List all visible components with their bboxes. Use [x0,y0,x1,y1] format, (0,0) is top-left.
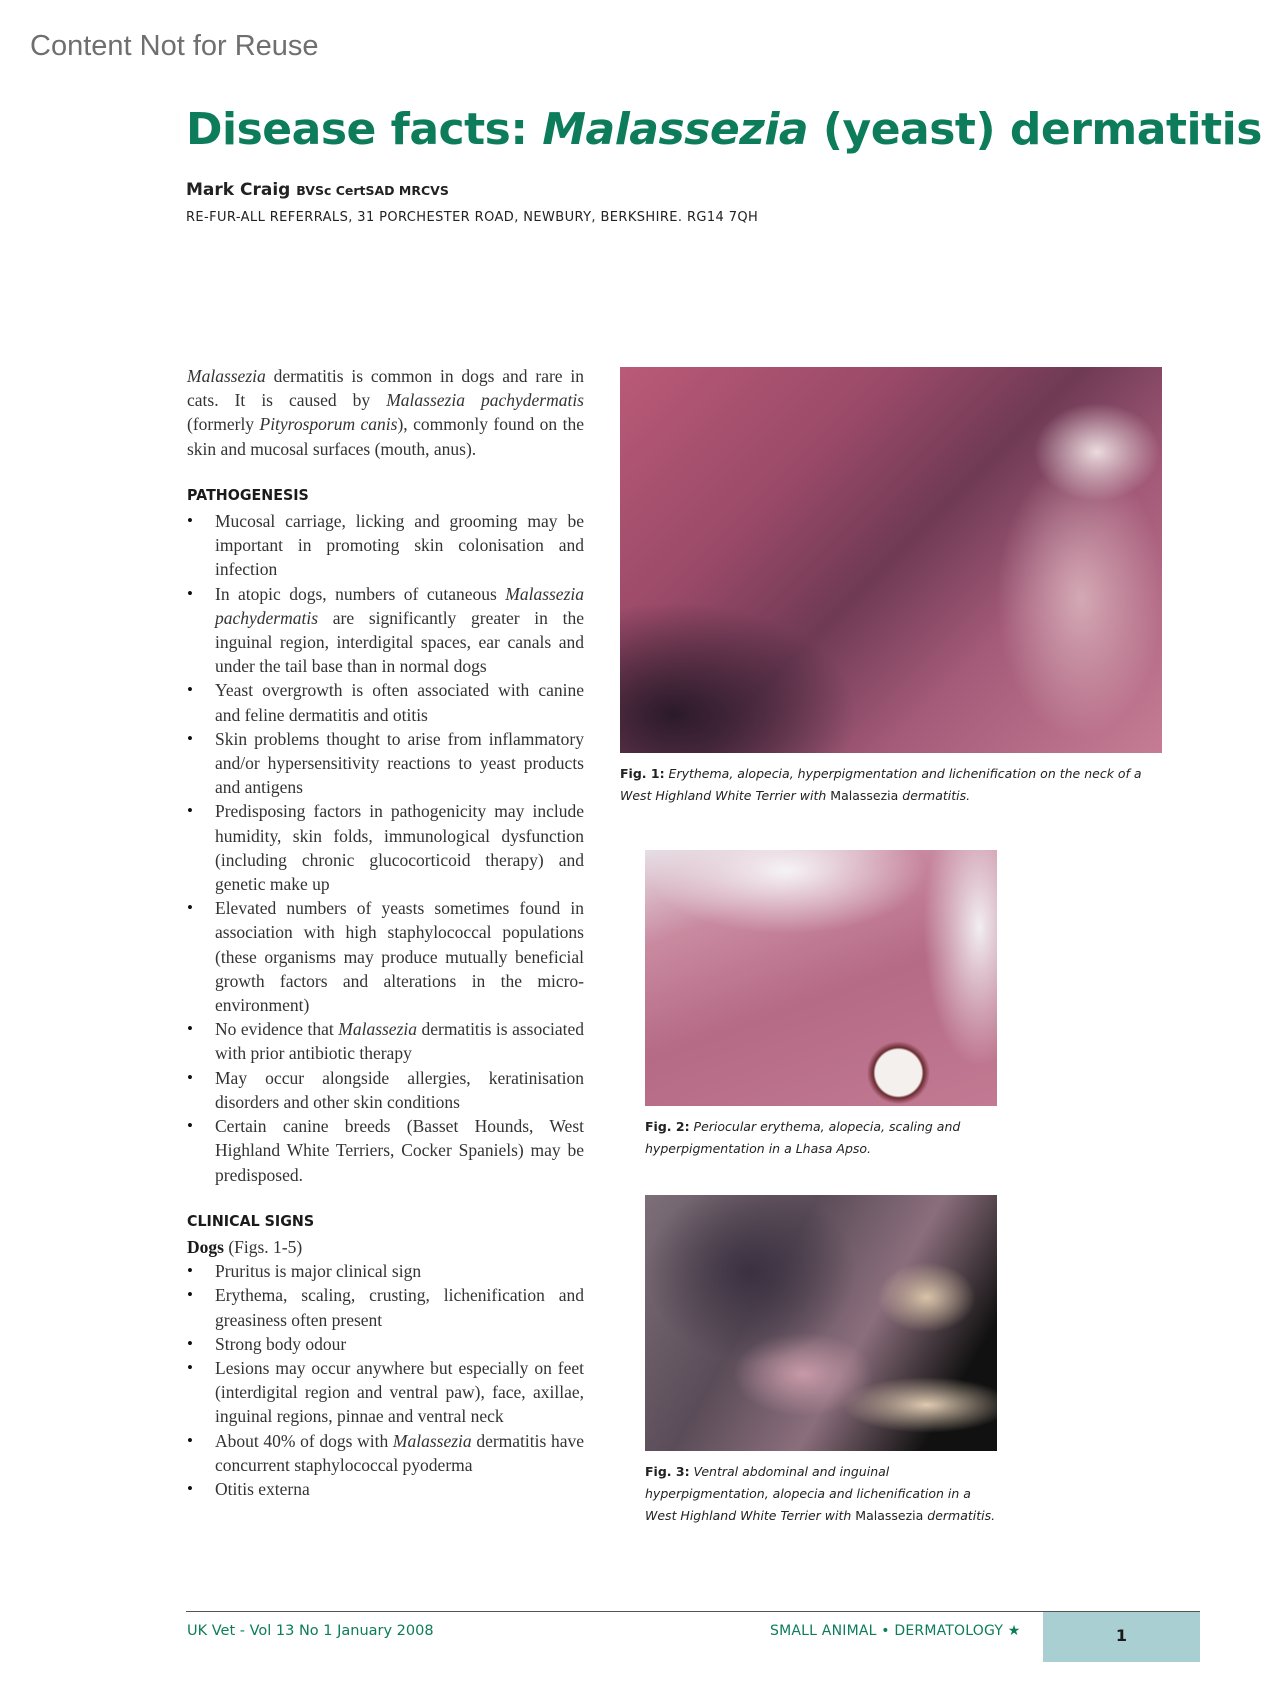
list-item: • Yeast overgrowth is often associated with canine and feline dermatitis and otitis [187,678,584,726]
caption-text: Erythema, alopecia, hyperpigmentation and lichenification on the neck of a West Highland White Terrier with [620,766,1142,803]
list-item: • Strong body odour [187,1332,584,1356]
author-name: Mark Craig [186,180,297,200]
figure-3-photo [645,1195,997,1451]
pathogenesis-list [187,509,584,1187]
list-item-text: About 40% of dogs with [215,1430,393,1451]
caption-label: Fig. 2: [645,1119,690,1134]
list-item-text: No evidence that [215,1019,339,1040]
left-column [187,364,584,1501]
list-item: • Elevated numbers of yeasts sometimes found in association with high staphylococcal populations (these organisms may produce mutually beneficial growth factors and alterations in the micro-environment) [187,896,584,1017]
figure-3-caption [645,1461,997,1527]
article-title [186,104,1262,155]
intro-italic-lead: Malassezia [187,366,266,386]
author-line [186,180,449,200]
list-item: • Otitis externa [187,1477,584,1501]
list-item-text: dermatitis is associated with prior antibiotic therapy [215,1019,584,1064]
intro-italic-2: Malassezia pachydermatis [386,390,584,411]
caption-text: Ventral abdominal and inguinal hyperpigmentation, alopecia and lichenification in a West Highland White Terrier with [645,1464,971,1523]
dogs-subheading [187,1235,584,1259]
caption-genus: Malassezia [855,1508,924,1523]
intro-text-1: dermatitis is common in dogs and rare in cats. It is caused by [187,366,584,411]
intro-text-2: (formerly [187,414,260,435]
figure-1 [620,367,1162,807]
title-genus: Malassezia [542,104,809,155]
intro-paragraph [187,364,584,461]
list-item: • Certain canine breeds (Basset Hounds, West Highland White Terriers, Cocker Spaniels) may be predisposed. [187,1114,584,1187]
clinical-signs-list [187,1259,584,1501]
title-prefix: Disease facts: [186,104,543,155]
dogs-label: Dogs [187,1236,224,1257]
list-item: • Lesions may occur anywhere but especially on feet (interdigital region and ventral paw), face, axillae, inguinal regions, pinnae and ventral neck [187,1356,584,1429]
list-item [187,1017,584,1065]
author-qualifications: BVSc CertSAD MRCVS [296,183,449,198]
caption-label: Fig. 3: [645,1464,690,1479]
caption-label: Fig. 1: [620,766,665,781]
watermark: Content Not for Reuse [30,30,319,62]
page-number-box [1043,1612,1200,1662]
caption-genus: Malassezia [830,788,899,803]
pathogenesis-heading: PATHOGENESIS [187,485,309,504]
caption-text-end: dermatitis. [898,788,971,803]
page-number: 1 [1115,1626,1128,1645]
list-item-italic: Malassezia [338,1019,417,1040]
figure-1-photo [620,367,1162,753]
list-item: • Pruritus is major clinical sign [187,1259,584,1283]
list-item-italic: Malassezia pachydermatis [215,583,584,628]
list-item-text: are significantly greater in the inguinal region, interdigital spaces, ear canals and under the tail base than in normal dogs [215,607,584,677]
list-item: • Predisposing factors in pathogenicity may include humidity, skin folds, immunological dysfunction (including chronic glucocorticoid therapy) and genetic make up [187,799,584,896]
list-item: • May occur alongside allergies, keratinisation disorders and other skin conditions [187,1066,584,1114]
title-suffix: (yeast) dermatitis [808,104,1262,155]
list-item [187,1429,584,1477]
intro-italic-3: Pityrosporum canis [259,414,398,435]
figure-2 [645,850,997,1160]
list-item-italic: Malassezia [392,1430,472,1451]
figure-3 [645,1195,997,1527]
caption-text: Periocular erythema, alopecia, scaling and hyperpigmentation in a Lhasa Apso. [645,1119,961,1156]
clinical-signs-heading: CLINICAL SIGNS [187,1211,315,1230]
figure-1-caption [620,763,1162,807]
list-item [187,582,584,679]
figure-2-photo [645,850,997,1106]
author-address: RE-FUR-ALL REFERRALS, 31 PORCHESTER ROAD, NEWBURY, BERKSHIRE. RG14 7QH [186,210,759,225]
list-item: • Mucosal carriage, licking and grooming may be important in promoting skin colonisation and infection [187,509,584,582]
list-item: • Skin problems thought to arise from inflammatory and/or hypersensitivity reactions to yeast products and antigens [187,727,584,800]
footer-journal: UK Vet - Vol 13 No 1 January 2008 [187,1623,434,1639]
caption-text-end: dermatitis. [923,1508,996,1523]
figure-2-caption [645,1116,997,1160]
dogs-figs-note: (Figs. 1-5) [223,1236,303,1257]
list-item: • Erythema, scaling, crusting, lichenification and greasiness often present [187,1283,584,1331]
list-item-text: dermatitis have concurrent staphylococcal pyoderma [215,1430,584,1475]
footer-section: SMALL ANIMAL • DERMATOLOGY ★ [770,1623,1021,1639]
list-item-text: In atopic dogs, numbers of cutaneous [215,583,506,604]
intro-text-3: ), commonly found on the skin and mucosal surfaces (mouth, anus). [187,414,584,459]
